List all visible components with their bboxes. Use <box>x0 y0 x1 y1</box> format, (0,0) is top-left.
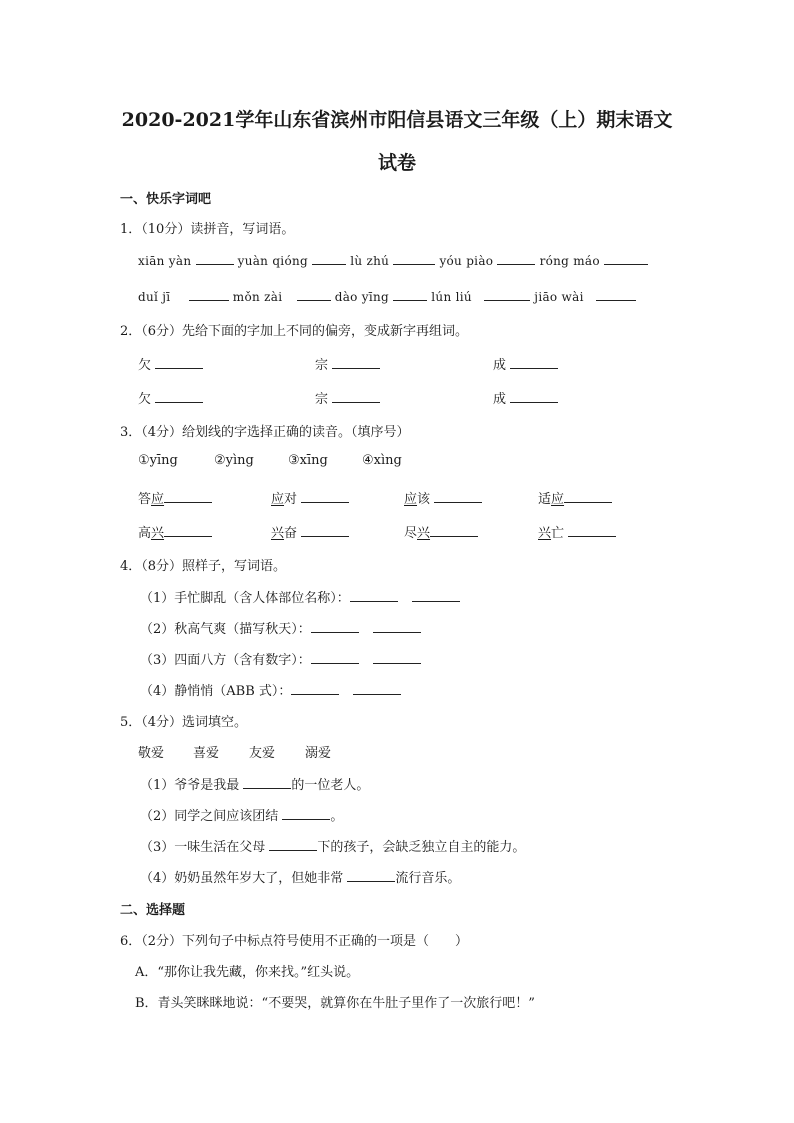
answer-blank[interactable] <box>311 620 359 633</box>
pinyin: lù zhú <box>350 254 390 268</box>
answer-blank[interactable] <box>282 807 330 820</box>
q3-option: ②yìng <box>214 453 254 468</box>
question-4-stem: 4．（8分）照样子，写词语。 <box>120 559 287 574</box>
answer-blank[interactable] <box>332 390 380 403</box>
pinyin: duǐ jī <box>138 290 171 304</box>
q3-option: ①yīng <box>138 453 178 468</box>
pinyin: mǒn zài <box>232 290 283 304</box>
q4-item: （4）静悄悄（ABB 式）： <box>140 680 401 699</box>
q5-item: （3）一味生活在父母 下的孩子，会缺乏独立自主的能力。 <box>140 840 526 855</box>
answer-blank[interactable] <box>412 589 460 602</box>
q3-option: ③xīng <box>288 453 328 468</box>
q4-item: （1）手忙脚乱（含人体部位名称）： <box>140 587 460 606</box>
q2-char: 欠 <box>138 354 203 373</box>
answer-blank[interactable] <box>373 620 421 633</box>
answer-blank[interactable] <box>564 490 612 503</box>
pinyin: yóu piào <box>439 254 494 268</box>
q2-char: 成 <box>493 354 558 373</box>
q5-item: （4）奶奶虽然年岁大了，但她非常 流行音乐。 <box>140 871 461 886</box>
q3-word: 尽兴 <box>404 522 478 541</box>
question-6-stem: 6．（2分）下列句子中标点符号使用不正确的一项是（ ） <box>120 934 469 949</box>
q5-item: （1）爷爷是我最 的一位老人。 <box>140 778 370 793</box>
pinyin: jiāo wài <box>534 290 584 304</box>
answer-blank[interactable] <box>510 390 558 403</box>
q4-item: （3）四面八方（含有数字）： <box>140 649 421 668</box>
answer-blank[interactable] <box>312 252 346 265</box>
answer-blank[interactable] <box>301 524 349 537</box>
q3-word: 兴亡 <box>538 522 616 541</box>
q6-option-b[interactable]: B．青头笑眯眯地说：“不要哭，就算你在牛肚子里作了一次旅行吧！” <box>135 996 535 1011</box>
answer-blank[interactable] <box>332 356 380 369</box>
question-1-stem: 1．（10分）读拼音，写词语。 <box>120 222 295 237</box>
answer-blank[interactable] <box>353 682 401 695</box>
answer-blank[interactable] <box>393 252 435 265</box>
answer-blank[interactable] <box>155 356 203 369</box>
answer-blank[interactable] <box>243 776 291 789</box>
answer-blank[interactable] <box>434 490 482 503</box>
answer-blank[interactable] <box>484 288 530 301</box>
answer-blank[interactable] <box>568 524 616 537</box>
answer-blank[interactable] <box>189 288 229 301</box>
answer-blank[interactable] <box>373 651 421 664</box>
pinyin: xiān yàn <box>138 254 192 268</box>
answer-blank[interactable] <box>430 524 478 537</box>
pinyin: yuàn qióng <box>237 254 308 268</box>
q3-word: 兴奋 <box>271 522 349 541</box>
answer-blank[interactable] <box>393 288 427 301</box>
q3-word: 应对 <box>271 488 349 507</box>
q5-item: （2）同学之间应该团结 。 <box>140 809 344 824</box>
q2-char: 成 <box>493 388 558 407</box>
q5-choice: 敬爱 <box>138 746 165 761</box>
answer-blank[interactable] <box>347 869 395 882</box>
answer-blank[interactable] <box>297 288 331 301</box>
answer-blank[interactable] <box>291 682 339 695</box>
answer-blank[interactable] <box>497 252 535 265</box>
q2-char: 欠 <box>138 388 203 407</box>
question-2-stem: 2．（6分）先给下面的字加上不同的偏旁，变成新字再组词。 <box>120 324 469 339</box>
q3-option: ④xìng <box>362 453 402 468</box>
q5-choice: 溺爱 <box>305 746 332 761</box>
q1-pinyin-row-2 <box>138 288 636 304</box>
answer-blank[interactable] <box>311 651 359 664</box>
q5-choice: 友爱 <box>249 746 276 761</box>
document-title-line2: 试卷 <box>377 152 416 174</box>
answer-blank[interactable] <box>350 589 398 602</box>
q4-item: （2）秋高气爽（描写秋天）： <box>140 618 421 637</box>
question-5-stem: 5．（4分）选词填空。 <box>120 715 248 730</box>
section-heading-1: 一、快乐字词吧 <box>120 192 212 207</box>
pinyin: róng máo <box>539 254 600 268</box>
answer-blank[interactable] <box>164 524 212 537</box>
pinyin: dào yīng <box>334 290 390 304</box>
q3-word: 应该 <box>404 488 482 507</box>
pinyin: lún liú <box>431 290 472 304</box>
q1-pinyin-row-1 <box>138 252 648 268</box>
answer-blank[interactable] <box>196 252 234 265</box>
answer-blank[interactable] <box>164 490 212 503</box>
document-title-line1: 2020-2021学年山东省滨州市阳信县语文三年级（上）期末语文 <box>121 109 673 131</box>
q6-option-a[interactable]: A．“那你让我先藏，你来找。”红头说。 <box>135 965 360 980</box>
answer-blank[interactable] <box>301 490 349 503</box>
question-3-stem: 3．（4分）给划线的字选择正确的读音。（填序号） <box>120 425 410 440</box>
section-heading-2: 二、选择题 <box>120 903 186 918</box>
q2-char: 宗 <box>315 354 380 373</box>
q3-word: 答应 <box>138 488 212 507</box>
answer-blank[interactable] <box>596 288 636 301</box>
answer-blank[interactable] <box>155 390 203 403</box>
q5-choice: 喜爱 <box>193 746 220 761</box>
q3-word: 高兴 <box>138 522 212 541</box>
answer-blank[interactable] <box>269 838 317 851</box>
q3-word: 适应 <box>538 488 612 507</box>
answer-blank[interactable] <box>604 252 648 265</box>
answer-blank[interactable] <box>510 356 558 369</box>
q2-char: 宗 <box>315 388 380 407</box>
